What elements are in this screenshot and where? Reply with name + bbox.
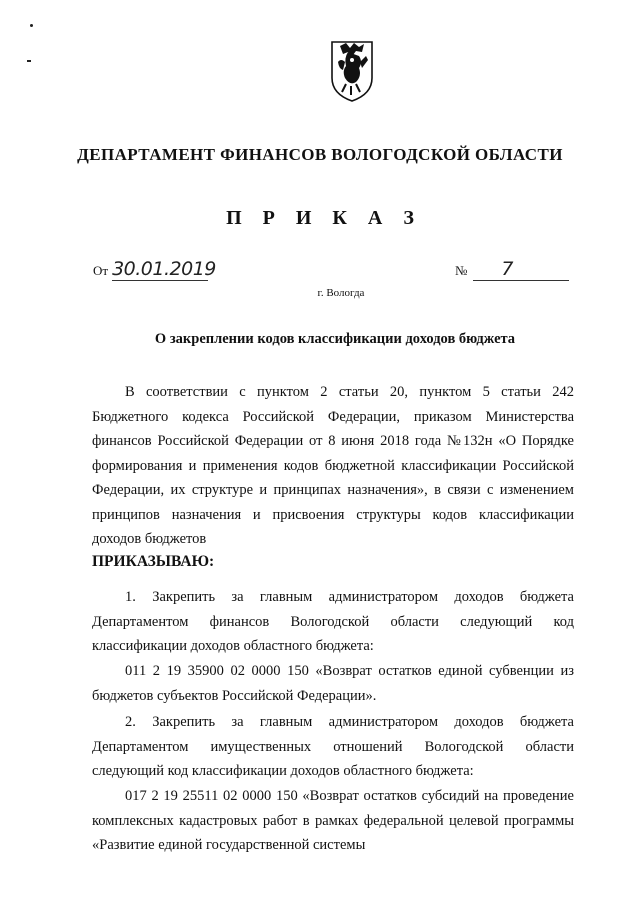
order-item: 2. Закрепить за главным администратором доходов бюджета Департаментом имущественных отношений Вологодской области следующий код классификации доходов областного бюджета: [92,714,574,779]
coat-of-arms-icon [326,38,378,104]
department-name: ДЕПАРТАМЕНТ ФИНАНСОВ ВОЛОГОДСКОЙ ОБЛАСТИ [77,145,563,164]
scan-mark [27,60,31,62]
order-subject: О закреплении кодов классификации доходов бюджета [154,331,516,347]
date-value: 30.01.2019 [112,258,216,280]
order-item: 017 2 19 25511 02 0000 150 «Возврат остатков субсидий на проведение комплексных кадастровых работ в рамках федеральной целевой программы «Развитие единой государственной системы [92,788,574,853]
city: г. Вологда [317,287,365,299]
order-date [93,258,216,281]
order-item: 011 2 19 35900 02 0000 150 «Возврат остатков единой субвенции из бюджетов субъектов Российской Федерации». [92,663,574,704]
document-title: П Р И К А З [226,207,422,229]
number-label: № [455,263,468,278]
number-value: 7 [473,258,569,281]
scan-mark [30,24,33,27]
order-item: 1. Закрепить за главным администратором доходов бюджета Департаментом финансов Вологодской области следующий код классификации доходов областного бюджета: [92,589,574,654]
order-number [455,258,569,281]
orders-heading: ПРИКАЗЫВАЮ: [92,553,215,570]
preamble-paragraph: В соответствии с пунктом 2 статьи 20, пунктом 5 статьи 242 Бюджетного кодекса Российской Федерации, приказом Министерства финансов Российской Федерации от 8 июня 2018 года №132н «О Порядке формирования и применения кодов бюджетной классификации Российской Федерации, их структуре и принципах назначения», в связи с изменением принципов назначения и присвоения структуры кодов классификации доходов бюджетов [92,384,574,547]
date-label: От [93,263,109,278]
